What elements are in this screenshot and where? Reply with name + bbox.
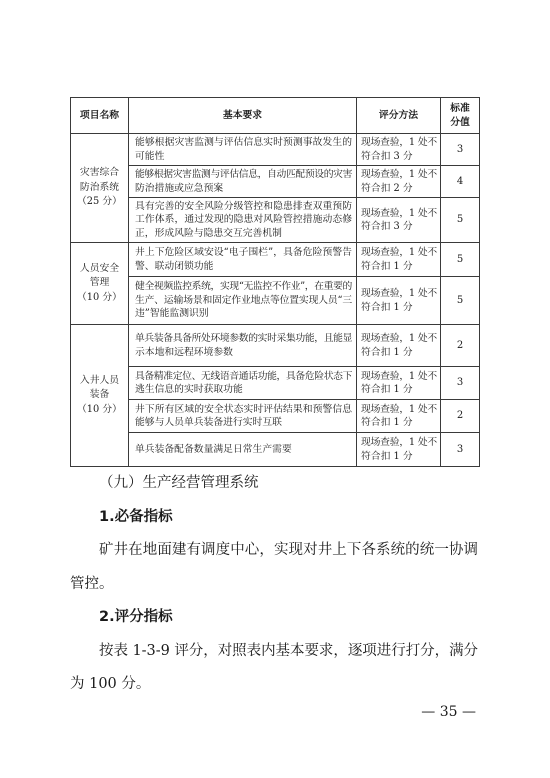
text-line: 符合扣 1 分 bbox=[361, 417, 413, 428]
text-line: 现场查验，1 处不 bbox=[361, 288, 437, 299]
text-line: 管理 bbox=[89, 277, 110, 289]
header-standard-score bbox=[441, 98, 480, 134]
text-line: 现场查验，1 处不 bbox=[361, 207, 437, 219]
text-line: 标准 bbox=[450, 102, 470, 114]
text-line: 具备精准定位、无线语音通话功能，具备危险状态下 bbox=[135, 370, 352, 382]
text-line: 符合扣 1 分 bbox=[361, 450, 413, 462]
section-body bbox=[70, 467, 478, 702]
score-cell: 5 bbox=[441, 277, 480, 325]
text-line: 现场查验，1 处不 bbox=[361, 370, 437, 382]
text-line: 井上下危险区域安设“电子围栏”，具备危险预警告 bbox=[135, 247, 352, 258]
scoring-method-cell bbox=[357, 134, 441, 166]
table-row bbox=[71, 134, 480, 166]
table-row bbox=[71, 166, 480, 198]
score-cell: 5 bbox=[441, 243, 480, 277]
requirement-cell bbox=[129, 134, 357, 166]
requirement-cell bbox=[129, 433, 357, 467]
text-line: 按表 1-3-9 评分，对照表内基本要求，逐项进行打分，满分 bbox=[99, 642, 478, 659]
text-line: 防治措施或应急预案 bbox=[135, 182, 224, 194]
text-line: 符合扣 2 分 bbox=[361, 182, 413, 194]
score-cell: 2 bbox=[441, 325, 480, 367]
scoring-method-cell bbox=[357, 433, 441, 467]
text-line: 现场查验，1 处不 bbox=[361, 247, 437, 258]
scoring-indicators-paragraph bbox=[70, 635, 478, 702]
text-line: 具有完善的安全风险分级管控和隐患排查双重预防 bbox=[135, 200, 352, 212]
scoring-table bbox=[70, 97, 480, 467]
score-cell: 4 bbox=[441, 166, 480, 198]
text-line: 入井人员 bbox=[79, 374, 120, 386]
text-line: 人员安全 bbox=[79, 262, 120, 274]
requirement-cell bbox=[129, 367, 357, 400]
scoring-method-cell bbox=[357, 166, 441, 198]
requirement-cell bbox=[129, 243, 357, 277]
score-cell: 3 bbox=[441, 134, 480, 166]
group-name-cell bbox=[71, 134, 129, 243]
text-line: 符合扣 1 分 bbox=[361, 301, 413, 313]
table-row bbox=[71, 433, 480, 467]
text-line: 示本地和远程环境参数 bbox=[135, 346, 233, 358]
table-row bbox=[71, 325, 480, 367]
text-line: 防治系统 bbox=[79, 181, 120, 193]
text-line: 符合扣 1 分 bbox=[361, 384, 413, 395]
header-scoring-method: 评分方法 bbox=[357, 98, 441, 134]
text-line: 现场查验，1 处不 bbox=[361, 137, 437, 148]
text-line: （10 分） bbox=[77, 403, 122, 415]
text-line: 能够与人员单兵装备进行实时互联 bbox=[135, 417, 282, 428]
text-line: 装备 bbox=[89, 389, 110, 401]
score-cell: 2 bbox=[441, 400, 480, 433]
text-line: 符合扣 1 分 bbox=[361, 346, 413, 358]
text-line: 警、联动闭锁功能 bbox=[135, 260, 214, 272]
text-line: 单兵装备具备所处环境参数的实时采集功能，且能显 bbox=[135, 333, 352, 344]
text-line: 健全视频监控系统，实现“无监控不作业”，在重要的 bbox=[135, 281, 352, 293]
requirement-cell bbox=[129, 277, 357, 325]
header-item-name: 项目名称 bbox=[71, 98, 129, 134]
section-heading: （九）生产经营管理系统 bbox=[99, 475, 259, 491]
scoring-method-cell bbox=[357, 325, 441, 367]
text-line: 能够根据灾害监测与评估信息实时预测事故发生的 bbox=[135, 137, 352, 148]
requirement-cell bbox=[129, 198, 357, 243]
text-line: 分值 bbox=[450, 116, 470, 128]
table-row bbox=[71, 198, 480, 243]
text-line: 逃生信息的实时获取功能 bbox=[135, 384, 243, 395]
header-basic-requirement: 基本要求 bbox=[129, 98, 357, 134]
requirement-cell bbox=[129, 400, 357, 433]
text-line: 井下所有区域的安全状态实时评估结果和预警信息 bbox=[135, 403, 352, 415]
text-line: 符合扣 3 分 bbox=[361, 221, 413, 232]
text-line: 现场查验，1 处不 bbox=[361, 169, 437, 180]
text-line: 现场查验，1 处不 bbox=[361, 403, 437, 415]
text-line: 现场查验，1 处不 bbox=[361, 437, 437, 448]
text-line: （25 分） bbox=[77, 196, 122, 208]
scoring-method-cell bbox=[357, 198, 441, 243]
page-number: — 35 — bbox=[421, 704, 476, 720]
table-row bbox=[71, 277, 480, 325]
scoring-method-cell bbox=[357, 243, 441, 277]
scoring-method-cell bbox=[357, 400, 441, 433]
requirement-cell bbox=[129, 325, 357, 367]
text-line: 工作体系，通过发现的隐患对风险管控措施动态修 bbox=[135, 214, 352, 226]
group-name-cell bbox=[71, 243, 129, 325]
text-line: 现场查验，1 处不 bbox=[361, 333, 437, 344]
text-line: 符合扣 3 分 bbox=[361, 150, 413, 162]
table-header-row bbox=[71, 98, 480, 134]
scoring-method-cell bbox=[357, 277, 441, 325]
text-line: 违”智能监测识别 bbox=[135, 308, 209, 320]
text-line: 符合扣 1 分 bbox=[361, 260, 413, 272]
table-row bbox=[71, 400, 480, 433]
table-row bbox=[71, 367, 480, 400]
scoring-method-cell bbox=[357, 367, 441, 400]
score-cell: 3 bbox=[441, 367, 480, 400]
score-cell: 3 bbox=[441, 433, 480, 467]
table-row bbox=[71, 243, 480, 277]
group-name-cell bbox=[71, 325, 129, 467]
scoring-indicators-title: 2.评分指标 bbox=[99, 609, 173, 625]
required-indicators-title: 1.必备指标 bbox=[99, 508, 173, 525]
text-line: 矿井在地面建有调度中心，实现对井上下各系统的统一协调 bbox=[99, 542, 478, 558]
text-line: 能够根据灾害监测与评估信息，自动匹配预设的灾害 bbox=[135, 169, 352, 180]
text-line: 管控。 bbox=[70, 575, 114, 592]
text-line: 生产、运输场景和固定作业地点等位置实现人员“三 bbox=[135, 294, 352, 306]
text-line: 正，形成风险与隐患交互完善机制 bbox=[135, 227, 282, 239]
text-line: （10 分） bbox=[77, 291, 122, 303]
required-indicators-paragraph bbox=[70, 534, 478, 601]
requirement-cell bbox=[129, 166, 357, 198]
text-line: 可能性 bbox=[135, 150, 165, 162]
text-line: 灾害综合 bbox=[79, 167, 120, 179]
score-cell: 5 bbox=[441, 198, 480, 243]
text-line: 单兵装备配备数量满足日常生产需要 bbox=[135, 443, 292, 455]
text-line: 为 100 分。 bbox=[70, 676, 151, 692]
